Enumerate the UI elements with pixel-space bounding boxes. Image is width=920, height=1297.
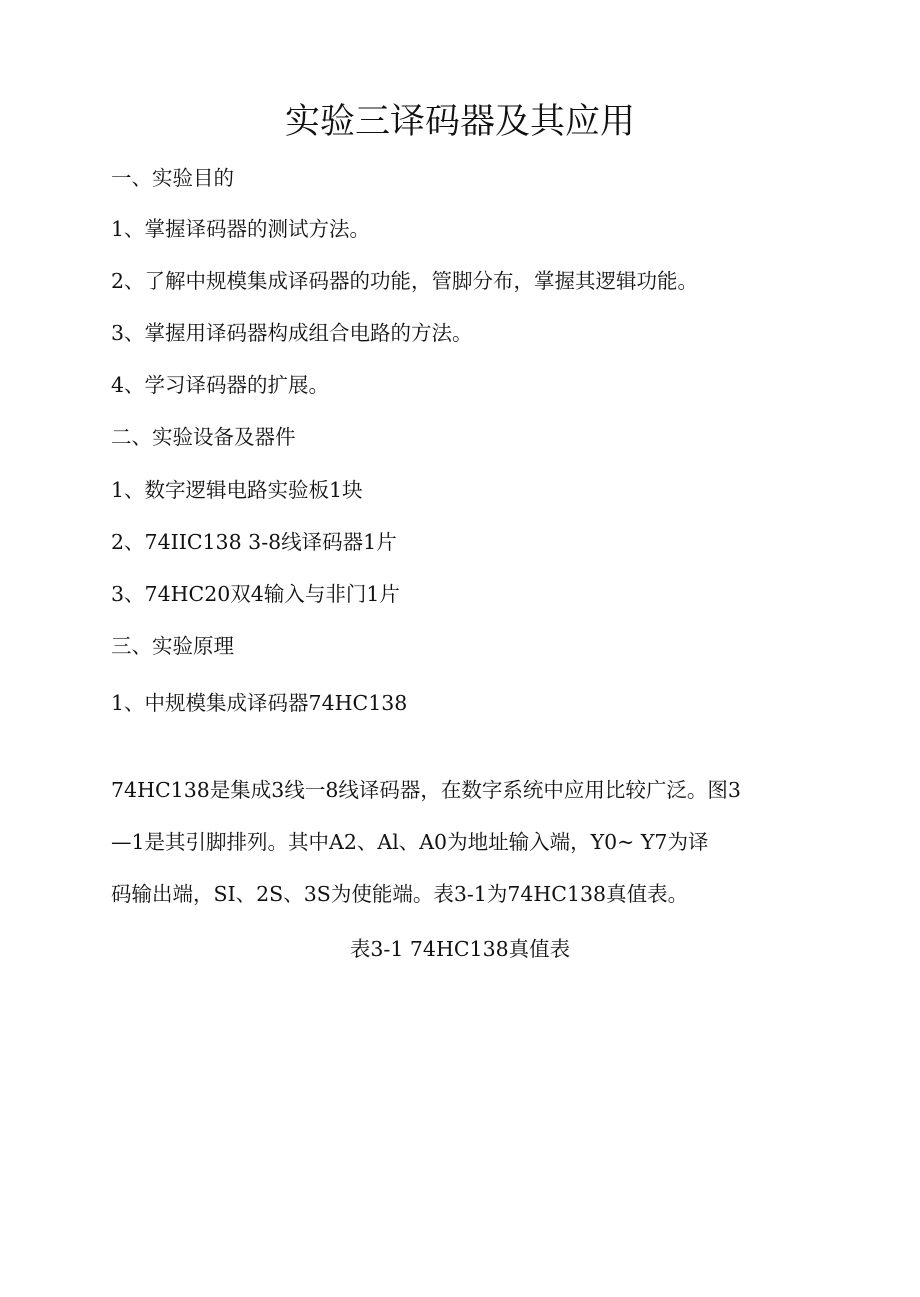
objective-item-1: 1、掌握译码器的测试方法。 (111, 217, 371, 241)
document-title: 实验三译码器及其应用 (284, 102, 635, 142)
objective-item-4: 4、学习译码器的扩展。 (111, 373, 330, 397)
equipment-item-3: 3、74HC20双4输入与非门1片 (111, 582, 400, 606)
section-heading-equipment: 二、实验设备及器件 (111, 425, 296, 449)
equipment-item-2: 2、74IIC138 3-8线译码器1片 (111, 530, 397, 554)
section-heading-objectives: 一、实验目的 (111, 166, 234, 190)
paragraph-line-2: —1是其引脚排列。其中A2、Al、A0为地址输入端，Y0~ Y7为译 (111, 830, 709, 854)
section-heading-principle: 三、实验原理 (111, 634, 234, 658)
objective-item-2: 2、了解中规模集成译码器的功能，管脚分布，掌握其逻辑功能。 (111, 269, 699, 293)
table-caption: 表3-1 74HC138真值表 (349, 937, 571, 961)
paragraph-line-3: 码输出端，SI、2S、3S为使能端。表3-1为74HC138真值表。 (111, 882, 689, 906)
paragraph-line-1: 74HC138是集成3线一8线译码器，在数字系统中应用比较广泛。图3 (111, 778, 741, 802)
principle-subheading: 1、中规模集成译码器74HC138 (111, 691, 408, 715)
objective-item-3: 3、掌握用译码器构成组合电路的方法。 (111, 321, 473, 345)
equipment-item-1: 1、数字逻辑电路实验板1块 (111, 478, 363, 502)
